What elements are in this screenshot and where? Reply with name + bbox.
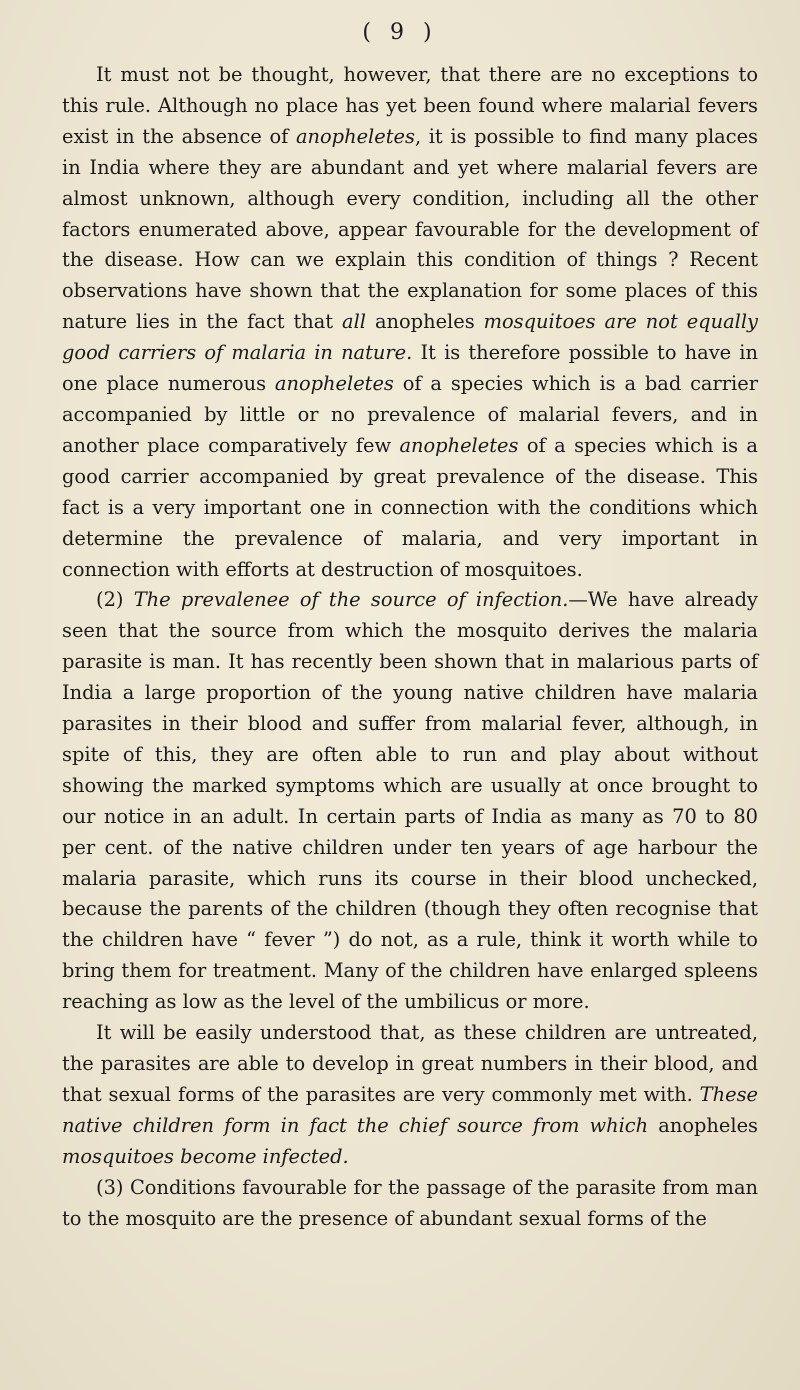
paragraph-exceptions [62, 60, 758, 585]
text-run: of a species which is a bad carrier accompanied by little or no prevalence of malarial fevers, and in another place comparatively few [62, 372, 758, 457]
italic-term: anopheletes [295, 124, 415, 148]
text-run: , it is possible to find many places in India where they are abundant and yet where malarial fevers are almost unknown, although every condition, including all the other factors enumerated above, appear favourable for the development of the disease. How can we explain this condition of things ? Recent observations have shown that the explanation for some places of this nature lies in the fact that [62, 124, 758, 334]
text-run: (2) [96, 588, 134, 612]
section-heading: The prevalenee of the source of infection. [133, 588, 569, 612]
page-number: ( 9 ) [362, 20, 438, 45]
text-run: It will be easily understood that, as these children are untreated, the parasites are able to develop in great numbers in their blood, and that sexual forms of the parasites are very commonly met with. [62, 1021, 758, 1106]
text-run: —We have already seen that the source from which the mosquito derives the malaria parasite is man. It has recently been shown that in malarious parts of India a large proportion of the young native children have malaria parasites in their blood and suffer from malarial fever, although, in spite of this, they are often able to run and play about without showing the marked symptoms which are usually at once brought to our notice in an adult. In certain parts of India as many as 70 to 80 per cent. of the native children under ten years of age harbour the malaria parasite, which runs its course in their blood unchecked, because the parents of the children (though they often recognise that the children have “ fever ”) do not, as a rule, think it worth while to bring them for treatment. Many of the children have enlarged spleens reaching as low as the level of the umbilicus or more. [62, 588, 758, 1014]
text-run: of a species which is a good carrier accompanied by great prevalence of the disease. This fact is a very important one in connection with the conditions which determine the prevalence of malaria, and very important in connection with efforts at destruction of mosquitoes. [62, 433, 758, 581]
text-run: It is therefore possible to have in one place numerous [62, 341, 758, 396]
text-run: anopheles [366, 310, 484, 334]
paragraph-source-of-infection [62, 585, 758, 1018]
text-run: anopheles [648, 1113, 758, 1137]
paragraph-favourable-conditions [62, 1173, 758, 1235]
text-run: It must not be thought, however, that there are no exceptions to this rule. Although no place has yet been found where malarial fevers exist in the absence of [62, 63, 758, 148]
italic-emphasis: mosquitoes become infected. [62, 1144, 349, 1168]
italic-term: all [342, 310, 366, 334]
italic-term: anopheletes [274, 372, 394, 396]
italic-term: anopheletes [399, 433, 519, 457]
italic-emphasis: These native children form in fact the chief source from which [62, 1082, 758, 1137]
italic-emphasis: mosquitoes are not equally good carriers of malaria in nature. [62, 310, 758, 365]
paragraph-untreated-children [62, 1018, 758, 1173]
text-run: (3) Conditions favourable for the passage of the parasite from man to the mosquito are the presence of abundant sexual forms of the [62, 1175, 758, 1230]
body-text [62, 60, 758, 1234]
